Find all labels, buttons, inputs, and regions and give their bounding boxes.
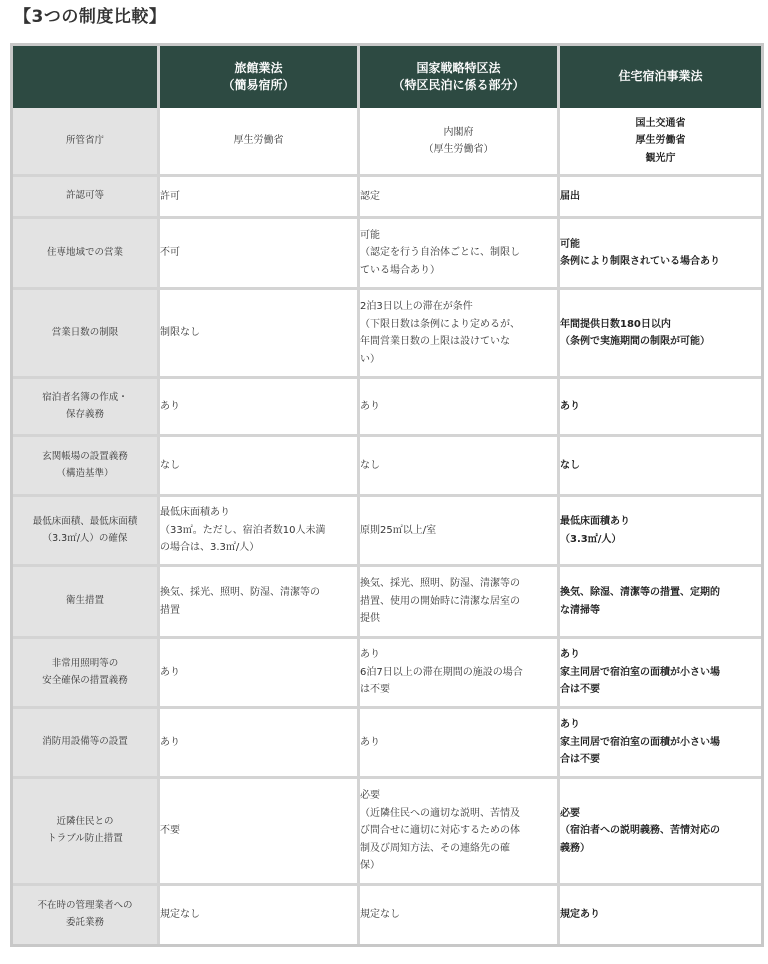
cell-jutaku: 換気、除湿、清潔等の措置、定期的 な清掃等 (560, 567, 761, 639)
cell-jutaku: 可能 条例により制限されている場合あり (560, 219, 761, 290)
row-label: 消防用設備等の設置 (13, 709, 160, 779)
table-row (13, 639, 761, 709)
cell-ryokan: 最低床面積あり （33㎡。ただし、宿泊者数10人未満 の場合は、3.3㎡/人） (160, 497, 360, 567)
table-row (13, 219, 761, 290)
cell-ryokan: 不可 (160, 219, 360, 290)
table-body (13, 108, 761, 944)
cell-ryokan: 許可 (160, 177, 360, 219)
row-label: 所管省庁 (13, 108, 160, 177)
cell-ryokan: あり (160, 709, 360, 779)
table-row (13, 497, 761, 567)
cell-jutaku: あり 家主同居で宿泊室の面積が小さい場 合は不要 (560, 639, 761, 709)
header-ryokan: 旅館業法 （簡易宿所） (160, 46, 360, 108)
cell-tokku: あり (360, 709, 560, 779)
cell-ryokan: 制限なし (160, 290, 360, 379)
header-blank-cell (13, 46, 160, 108)
table-row (13, 177, 761, 219)
cell-tokku: なし (360, 437, 560, 497)
cell-tokku: あり (360, 379, 560, 437)
cell-jutaku: 必要 （宿泊者への説明義務、苦情対応の 義務） (560, 779, 761, 886)
cell-jutaku: 年間提供日数180日以内 （条例で実施期間の制限が可能） (560, 290, 761, 379)
table-row (13, 437, 761, 497)
row-label: 不在時の管理業者への 委託業務 (13, 886, 160, 944)
cell-tokku: 2泊3日以上の滞在が条件 （下限日数は条例により定めるが、 年間営業日数の上限は設けていな い） (360, 290, 560, 379)
cell-jutaku: なし (560, 437, 761, 497)
cell-tokku: 可能 （認定を行う自治体ごとに、制限し ている場合あり） (360, 219, 560, 290)
cell-jutaku: あり 家主同居で宿泊室の面積が小さい場 合は不要 (560, 709, 761, 779)
cell-tokku: 内閣府 （厚生労働省） (360, 108, 560, 177)
table-row (13, 567, 761, 639)
cell-tokku: 換気、採光、照明、防湿、清潔等の 措置、使用の開始時に清潔な居室の 提供 (360, 567, 560, 639)
row-label: 非常用照明等の 安全確保の措置義務 (13, 639, 160, 709)
row-label: 衛生措置 (13, 567, 160, 639)
cell-tokku: 規定なし (360, 886, 560, 944)
row-label: 玄関帳場の設置義務 （構造基準） (13, 437, 160, 497)
cell-jutaku: 規定あり (560, 886, 761, 944)
header-tokku: 国家戦略特区法 （特区民泊に係る部分） (360, 46, 560, 108)
table-row (13, 779, 761, 886)
table-row (13, 108, 761, 177)
row-label: 許認可等 (13, 177, 160, 219)
cell-jutaku: 国土交通省 厚生労働省 観光庁 (560, 108, 761, 177)
cell-jutaku: あり (560, 379, 761, 437)
table-header (13, 46, 761, 108)
cell-tokku: あり 6泊7日以上の滞在期間の施設の場合 は不要 (360, 639, 560, 709)
header-row (13, 46, 761, 108)
table-row (13, 379, 761, 437)
comparison-table (10, 43, 764, 947)
cell-tokku: 原則25㎡以上/室 (360, 497, 560, 567)
table-row (13, 290, 761, 379)
table-row (13, 886, 761, 944)
cell-ryokan: なし (160, 437, 360, 497)
table-row (13, 709, 761, 779)
row-label: 最低床面積、最低床面積 （3.3㎡/人）の確保 (13, 497, 160, 567)
cell-tokku: 必要 （近隣住民への適切な説明、苦情及 び問合せに適切に対応するための体 制及び周知方法、その連絡先の確 保） (360, 779, 560, 886)
cell-ryokan: 換気、採光、照明、防湿、清潔等の 措置 (160, 567, 360, 639)
header-jutaku: 住宅宿泊事業法 (560, 46, 761, 108)
page-title: 【3つの制度比較】 (14, 7, 167, 27)
row-label: 近隣住民との トラブル防止措置 (13, 779, 160, 886)
cell-ryokan: 規定なし (160, 886, 360, 944)
cell-ryokan: あり (160, 639, 360, 709)
cell-ryokan: 不要 (160, 779, 360, 886)
cell-tokku: 認定 (360, 177, 560, 219)
cell-jutaku: 届出 (560, 177, 761, 219)
row-label: 住専地域での営業 (13, 219, 160, 290)
cell-ryokan: あり (160, 379, 360, 437)
cell-ryokan: 厚生労働省 (160, 108, 360, 177)
cell-jutaku: 最低床面積あり （3.3㎡/人） (560, 497, 761, 567)
row-label: 宿泊者名簿の作成・ 保存義務 (13, 379, 160, 437)
row-label: 営業日数の制限 (13, 290, 160, 379)
